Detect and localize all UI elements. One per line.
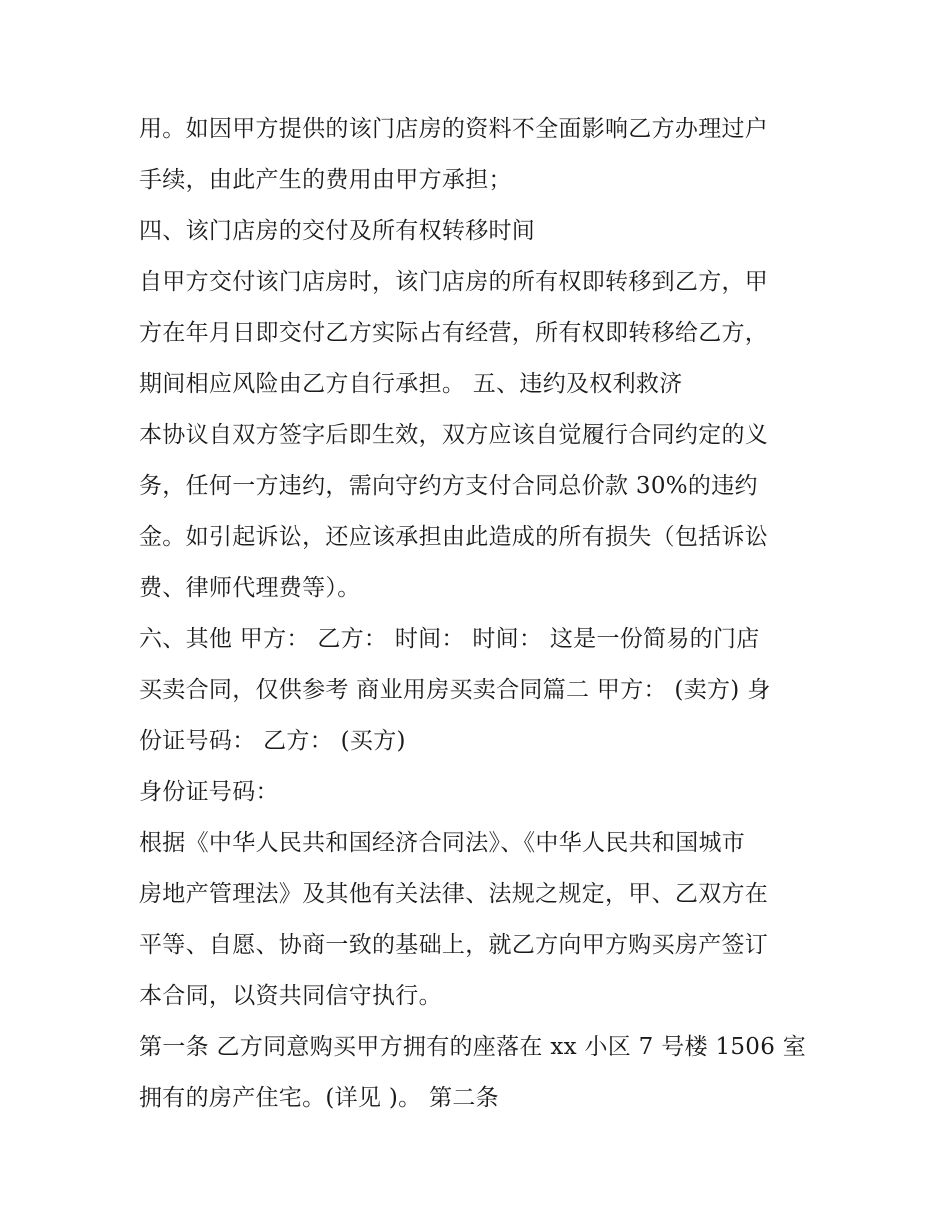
text-line: 本协议自双方签字后即生效，双方应该自觉履行合同约定的义 [139,422,769,448]
document-body [139,104,829,1124]
text-line: 自甲方交付该门店房时，该门店房的所有权即转移到乙方，甲 [139,269,769,295]
text-line: 身份证号码： [139,779,279,805]
text-line: 份证号码： 乙方： (买方) [139,728,406,754]
text-line: 费、律师代理费等）。 [139,575,361,601]
text-line: 务，任何一方违约，需向守约方支付合同总价款 30%的违约 [139,473,758,499]
text-line: 方在年月日即交付乙方实际占有经营，所有权即转移给乙方， [139,320,769,346]
text-line: 用。如因甲方提供的该门店房的资料不全面影响乙方办理过户 [139,116,769,142]
text-line: 买卖合同，仅供参考 商业用房买卖合同篇二 甲方： (卖方) 身 [139,677,771,703]
text-line: 第一条 乙方同意购买甲方拥有的座落在 xx 小区 7 号楼 1506 室 [139,1034,807,1060]
text-line: 六、其他 甲方： 乙方： 时间： 时间： 这是一份简易的门店 [139,626,760,652]
text-line: 手续，由此产生的费用由甲方承担； [139,167,512,193]
text-line: 平等、自愿、协商一致的基础上，就乙方向甲方购买房产签订 [139,932,769,958]
text-line: 金。如引起诉讼，还应该承担由此造成的所有损失（包括诉讼 [139,524,769,550]
text-line: 根据《中华人民共和国经济合同法》、《中华人民共和国城市 [139,830,746,856]
text-line: 本合同，以资共同信守执行。 [139,983,442,1009]
text-line: 期间相应风险由乙方自行承担。 五、违约及权利救济 [139,371,683,397]
text-line: 拥有的房产住宅。(详见 )。 第二条 [139,1085,499,1111]
text-line: 房地产管理法》及其他有关法律、法规之规定，甲、乙双方在 [139,881,769,907]
section-heading: 四、该门店房的交付及所有权转移时间 [139,218,536,244]
